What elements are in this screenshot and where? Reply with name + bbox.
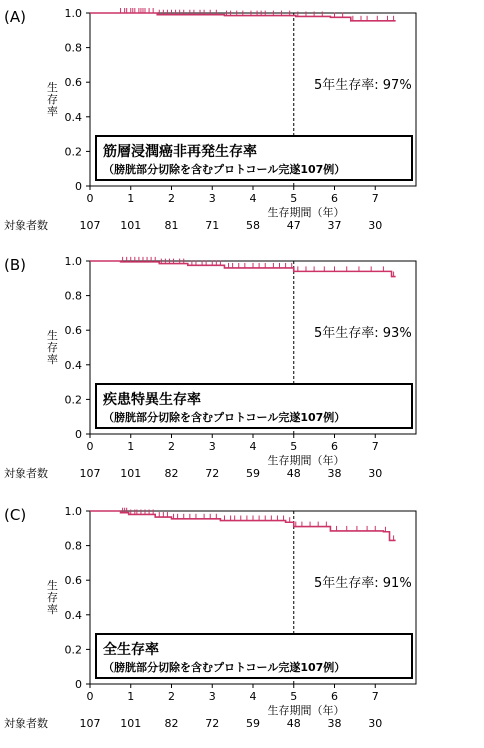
five-year-survival-annotation: 5年生存率: 93% — [314, 326, 412, 341]
x-axis-label: 生存期間（年） — [267, 704, 345, 717]
y-tick-label: 1.0 — [64, 7, 82, 20]
chart-panel-c — [0, 498, 484, 748]
y-tick-label: 0.4 — [64, 608, 82, 622]
y-tick-label: 0.6 — [64, 574, 82, 588]
at-risk-label: 対象者数 — [4, 219, 48, 232]
y-tick-label: 0 — [75, 678, 82, 691]
at-risk-count: 101 — [120, 467, 142, 480]
at-risk-count: 30 — [368, 219, 383, 232]
x-tick-label: 6 — [331, 440, 338, 453]
at-risk-count: 82 — [164, 717, 179, 730]
panel-label: (B) — [4, 256, 26, 274]
y-tick-label: 1.0 — [64, 505, 82, 518]
x-tick-label: 1 — [127, 440, 135, 453]
title-box-heading: 疾患特異生存率 — [103, 392, 201, 408]
x-tick-label: 7 — [371, 192, 379, 205]
title-box-subheading: （膀胱部分切除を含むプロトコール完遂107例） — [103, 163, 346, 176]
y-tick-label: 0 — [75, 428, 82, 441]
x-tick-label: 2 — [168, 192, 175, 205]
x-tick-label: 1 — [127, 690, 135, 703]
x-tick-label: 0 — [86, 690, 94, 703]
at-risk-count: 72 — [205, 717, 220, 730]
y-tick-label: 0.6 — [64, 324, 82, 338]
x-tick-label: 2 — [168, 690, 175, 703]
at-risk-count: 30 — [368, 717, 383, 730]
at-risk-count: 38 — [327, 717, 342, 730]
panel-label: (A) — [4, 8, 26, 26]
x-tick-label: 0 — [86, 192, 94, 205]
five-year-survival-annotation: 5年生存率: 91% — [314, 576, 412, 591]
y-axis-label: 生存率 — [45, 329, 59, 366]
title-box-subheading: （膀胱部分切除を含むプロトコール完遂107例） — [103, 411, 346, 424]
chart-panel-b — [0, 248, 484, 498]
at-risk-count: 30 — [368, 467, 383, 480]
at-risk-label: 対象者数 — [4, 717, 48, 730]
y-tick-label: 0.8 — [64, 539, 82, 553]
at-risk-count: 81 — [164, 219, 179, 232]
y-tick-label: 0.6 — [64, 76, 82, 90]
at-risk-count: 37 — [327, 219, 342, 232]
y-tick-label: 0.2 — [64, 145, 82, 159]
at-risk-count: 72 — [205, 467, 220, 480]
x-tick-label: 5 — [290, 192, 298, 205]
survival-curve — [90, 511, 396, 540]
x-tick-label: 1 — [127, 192, 135, 205]
y-tick-label: 0.4 — [64, 110, 82, 124]
at-risk-count: 47 — [286, 219, 301, 232]
x-axis-label: 生存期間（年） — [267, 454, 345, 467]
title-box-heading: 筋層浸潤癌非再発生存率 — [103, 144, 257, 160]
y-tick-label: 0 — [75, 180, 82, 193]
x-tick-label: 6 — [331, 192, 338, 205]
x-tick-label: 3 — [208, 690, 216, 703]
x-tick-label: 2 — [168, 440, 175, 453]
x-tick-label: 3 — [208, 192, 216, 205]
y-tick-label: 0.2 — [64, 643, 82, 657]
at-risk-count: 82 — [164, 467, 179, 480]
y-tick-label: 0.2 — [64, 393, 82, 407]
survival-curve — [90, 261, 396, 277]
x-tick-label: 5 — [290, 690, 298, 703]
at-risk-count: 107 — [79, 219, 101, 232]
at-risk-count: 48 — [286, 467, 301, 480]
five-year-survival-annotation: 5年生存率: 97% — [314, 78, 412, 93]
y-axis-label: 生存率 — [45, 81, 59, 118]
at-risk-count: 58 — [246, 219, 260, 232]
at-risk-count: 101 — [120, 717, 142, 730]
x-tick-label: 4 — [249, 440, 257, 453]
at-risk-label: 対象者数 — [4, 467, 48, 480]
y-tick-label: 1.0 — [64, 255, 82, 268]
x-tick-label: 4 — [249, 192, 257, 205]
title-box-heading: 全生存率 — [103, 642, 159, 658]
title-box-subheading: （膀胱部分切除を含むプロトコール完遂107例） — [103, 661, 346, 674]
y-tick-label: 0.8 — [64, 289, 82, 303]
y-tick-label: 0.8 — [64, 41, 82, 55]
at-risk-count: 71 — [205, 219, 220, 232]
x-tick-label: 7 — [371, 690, 379, 703]
x-tick-label: 4 — [249, 690, 257, 703]
at-risk-count: 48 — [286, 717, 301, 730]
x-tick-label: 3 — [208, 440, 216, 453]
at-risk-count: 107 — [79, 467, 101, 480]
panel-label: (C) — [4, 506, 27, 524]
x-axis-label: 生存期間（年） — [267, 206, 345, 219]
x-tick-label: 5 — [290, 440, 298, 453]
x-tick-label: 7 — [371, 440, 379, 453]
at-risk-count: 101 — [120, 219, 142, 232]
x-tick-label: 6 — [331, 690, 338, 703]
y-axis-label: 生存率 — [45, 579, 59, 616]
chart-panel-a — [0, 0, 484, 248]
x-tick-label: 0 — [86, 440, 94, 453]
y-tick-label: 0.4 — [64, 358, 82, 372]
at-risk-count: 59 — [246, 467, 260, 480]
at-risk-count: 107 — [79, 717, 101, 730]
at-risk-count: 38 — [327, 467, 342, 480]
at-risk-count: 59 — [246, 717, 260, 730]
